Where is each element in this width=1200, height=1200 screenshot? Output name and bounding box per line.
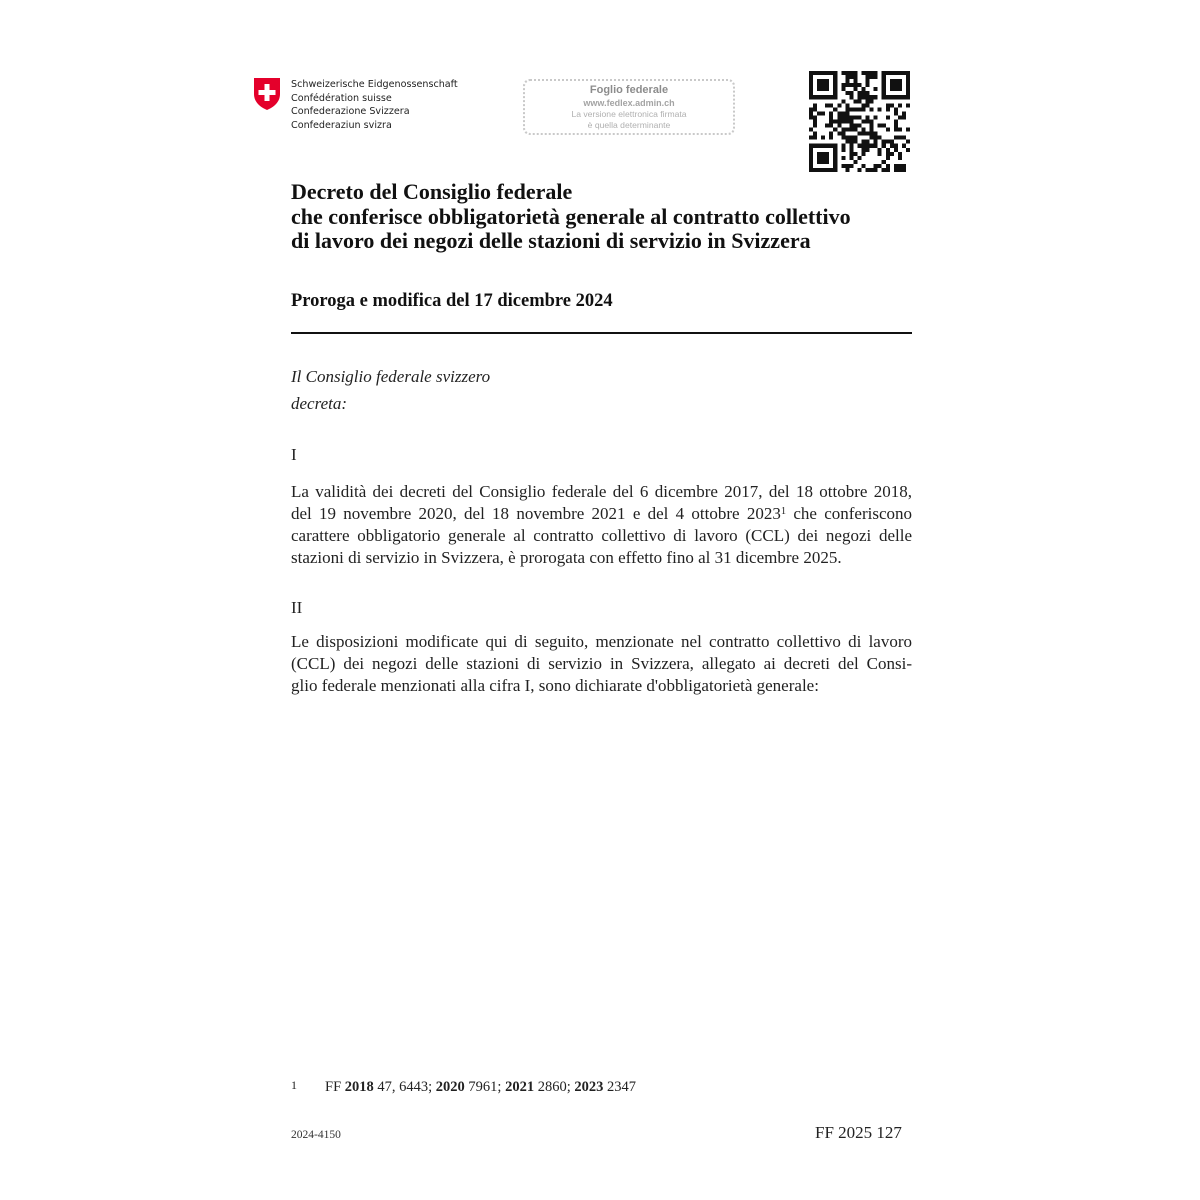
- title-divider: [291, 332, 912, 334]
- footnote-reference[interactable]: 1: [780, 506, 787, 517]
- section-1-paragraph: [291, 481, 912, 569]
- footnote-year: 2020: [435, 1079, 465, 1095]
- document-title: [291, 180, 851, 254]
- footnote-prefix: FF: [325, 1079, 345, 1095]
- confederation-name-de: Schweizerische Eidgenossenschaft: [291, 79, 458, 90]
- section-2-line: Le disposizioni modificate qui di seguito, menzionate nel contratto collettivo di lavoro: [291, 632, 912, 651]
- section-2-paragraph: [291, 631, 912, 697]
- section-1-line-tail: che conferiscono: [786, 504, 912, 523]
- confederation-name-rm: Confederaziun svizra: [291, 119, 392, 131]
- stamp-title: Foglio federale: [589, 84, 669, 96]
- section-1-line: [291, 503, 912, 525]
- section-number-1: I: [291, 445, 297, 464]
- section-number-2: II: [291, 598, 303, 617]
- document-id: 2024-4150: [291, 1129, 341, 1141]
- confederation-name-fr: Confédération suisse: [291, 92, 392, 104]
- qr-code-icon: [809, 71, 910, 172]
- preamble-authority: Il Consiglio federale svizzero: [291, 367, 491, 386]
- stamp-note-line2: è quella determinante: [587, 120, 671, 130]
- preamble-decrees: decreta:: [291, 394, 348, 413]
- footnote-pages: 2860;: [534, 1079, 575, 1095]
- document-subtitle: Proroga e modifica del 17 dicembre 2024: [291, 291, 613, 311]
- preamble: [291, 363, 490, 417]
- swiss-coat-of-arms-icon: [253, 77, 281, 111]
- footnote-number: 1: [291, 1078, 297, 1092]
- title-line-1: Decreto del Consiglio federale: [291, 179, 573, 204]
- title-line-2: che conferisce obbligatorietà generale al contratto collettivo: [291, 203, 851, 229]
- section-1-line: stazioni di servizio in Svizzera, è prorogata con effetto fino al 31 dicembre 2025.: [291, 548, 842, 567]
- footnote-pages: 47, 6443;: [373, 1079, 436, 1095]
- section-1-line-text: del 19 novembre 2020, del 18 novembre 2021 e del 4 ottobre 2023: [291, 504, 781, 523]
- stamp-note-line1: La versione elettronica firmata: [571, 109, 687, 119]
- footnote-pages: 2347: [603, 1079, 636, 1095]
- footnote-pages: 7961;: [464, 1079, 506, 1095]
- footnote-year: 2023: [574, 1079, 604, 1095]
- foglio-federale-stamp: [523, 79, 735, 135]
- section-1-line: La validità dei decreti del Consiglio federale del 6 dicembre 2017, del 18 ottobre 2018,: [291, 482, 912, 501]
- section-2-line: (CCL) dei negozi delle stazioni di servizio in Svizzera, allegato ai decreti del Consi-: [291, 654, 912, 673]
- section-2-line: glio federale menzionati alla cifra I, sono dichiarate d'obbligatorietà generale:: [291, 676, 819, 695]
- confederation-name-it: Confederazione Svizzera: [291, 106, 410, 117]
- stamp-url[interactable]: www.fedlex.admin.ch: [583, 98, 675, 108]
- footnote-text: [325, 1079, 636, 1096]
- section-1-line: carattere obbligatorio generale al contratto collettivo di lavoro (CCL) dei negozi delle: [291, 526, 912, 545]
- footnote-year: 2021: [505, 1079, 535, 1095]
- federal-gazette-reference: FF 2025 127: [815, 1123, 902, 1142]
- title-line-3: di lavoro dei negozi delle stazioni di servizio in Svizzera: [291, 228, 811, 253]
- footnote-year: 2018: [344, 1079, 374, 1095]
- confederation-names: [291, 78, 458, 132]
